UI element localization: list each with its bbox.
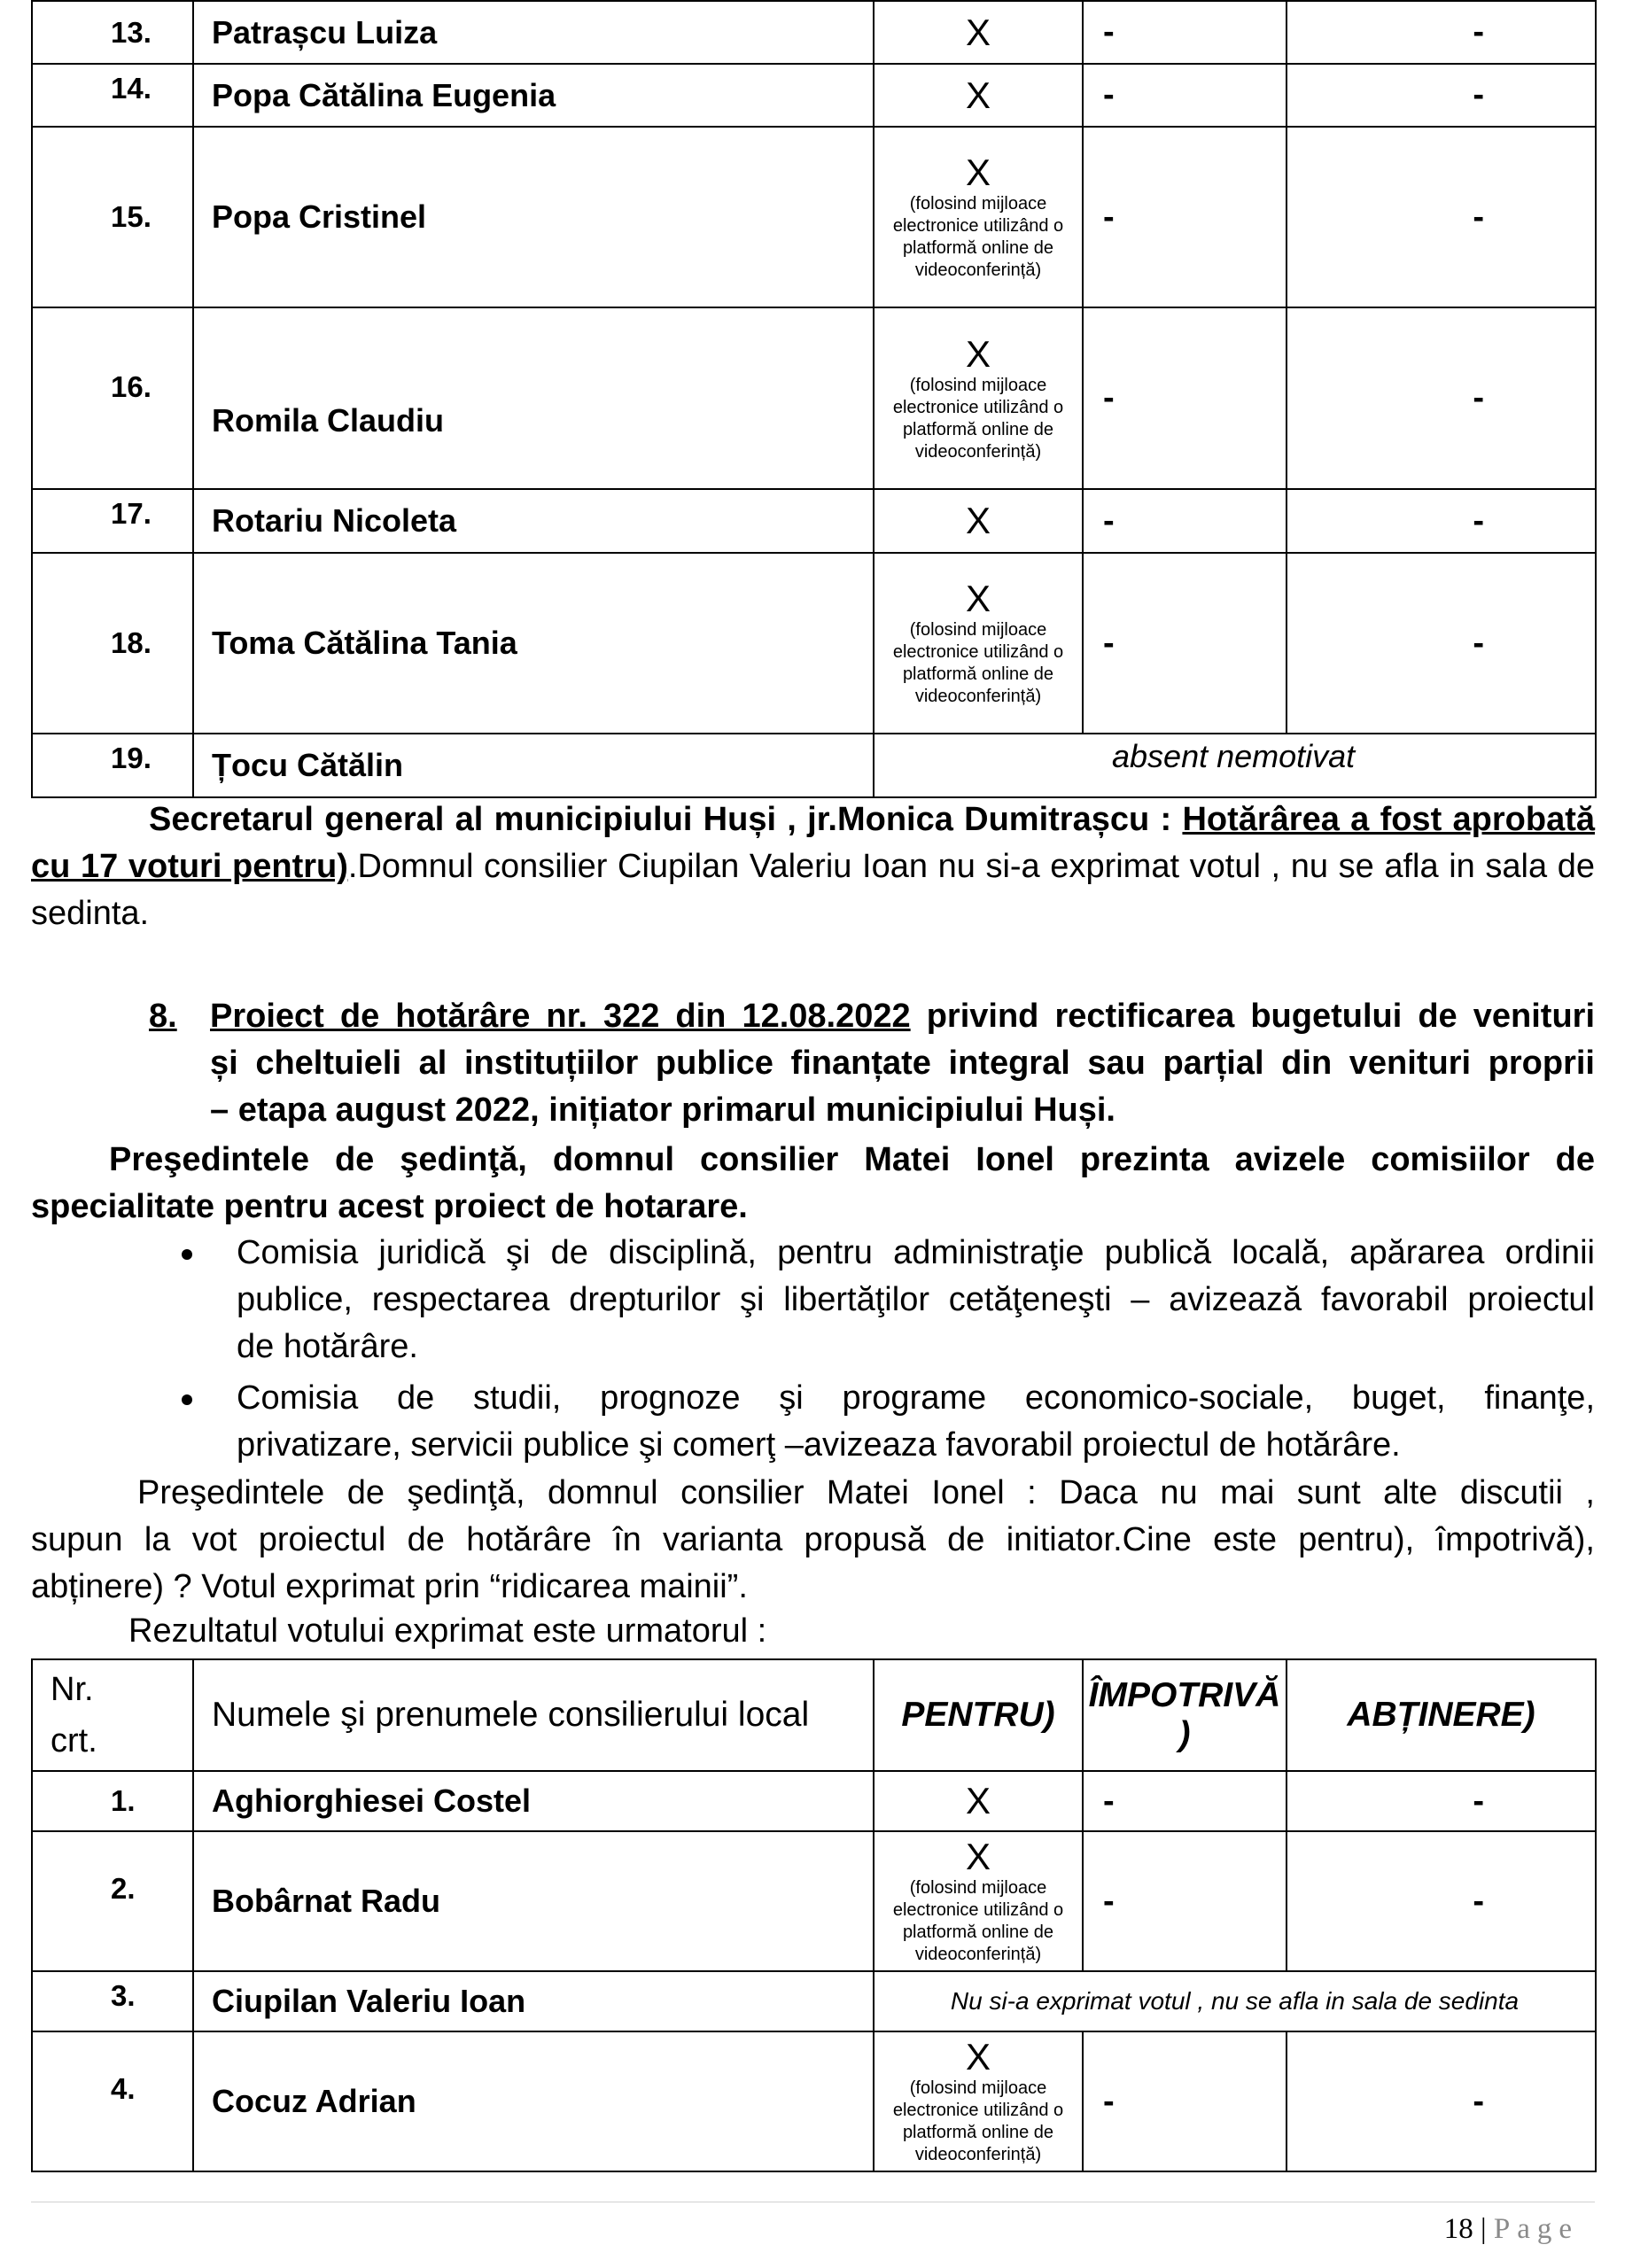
- vote-for-note: (folosind mijloace electronice utilizând o platformă online de videoconferință): [892, 2078, 1064, 2164]
- president-intro-line2: specialitate pentru acest proiect de hotarare.: [31, 1188, 748, 1225]
- table-row: [32, 127, 1596, 307]
- table-row: [32, 553, 1596, 734]
- vote-for-mark: X: [965, 11, 991, 53]
- row-number: 1.: [32, 1771, 193, 1831]
- table-row: [32, 1, 1596, 64]
- councillor-name: Aghiorghiesei Costel: [193, 1771, 874, 1831]
- vote-against-cell: -: [1083, 2031, 1287, 2171]
- vote-for-cell: [874, 1, 1083, 64]
- councillor-name: Ciupilan Valeriu Ioan: [193, 1971, 874, 2031]
- vote-table-continued: [31, 0, 1597, 798]
- header-nr-line2: crt.: [51, 1722, 97, 1759]
- secretary-lead: Secretarul general al municipiului Huși , jr.Monica Dumitrașcu :: [149, 801, 1172, 838]
- vote-for-mark: X: [965, 500, 991, 541]
- table-row: [32, 1831, 1596, 1971]
- vote-abstain-cell: -: [1287, 64, 1596, 127]
- absence-status: absent nemotivat: [874, 734, 1596, 797]
- footer-separator: |: [1480, 2213, 1487, 2245]
- president-intro: [31, 1137, 1595, 1231]
- vote-against-cell: -: [1083, 1, 1287, 64]
- vote-for-note: (folosind mijloace electronice utilizând o platformă online de videoconferință): [892, 375, 1064, 462]
- table-row: [32, 64, 1596, 127]
- page-footer: [1444, 2213, 1579, 2246]
- table-row: [32, 1771, 1596, 1831]
- commission-item-line: Comisia de studii, prognoze şi programe economico-sociale, buget, finanţe,: [237, 1379, 1595, 1417]
- secretary-rest: .Domnul consilier Ciupilan Valeriu Ioan nu si-a exprimat votul , nu se afla in sala de sedinta.: [31, 848, 1595, 932]
- vote-for-cell: [874, 307, 1083, 489]
- vote-for-mark: X: [965, 1780, 991, 1821]
- row-number: 14.: [32, 64, 193, 127]
- vote-abstain-cell: -: [1287, 2031, 1596, 2171]
- vote-abstain-cell: -: [1287, 127, 1596, 307]
- table-row: [32, 1971, 1596, 2031]
- bullet-icon: [182, 1394, 192, 1405]
- vote-for-cell: [874, 1831, 1083, 1971]
- vote-for-cell: [874, 489, 1083, 553]
- vote-for-cell: [874, 553, 1083, 734]
- header-against: ÎMPOTRIVĂ ): [1083, 1659, 1287, 1771]
- vote-for-note: (folosind mijloace electronice utilizând o platformă online de videoconferință): [892, 194, 1064, 280]
- row-number: 16.: [32, 307, 193, 489]
- vote-against-cell: -: [1083, 1831, 1287, 1971]
- vote-against-cell: -: [1083, 553, 1287, 734]
- vote-against-cell: -: [1083, 127, 1287, 307]
- vote-for-cell: [874, 127, 1083, 307]
- project-title-line3: – etapa august 2022, inițiator primarul municipiului Huși.: [210, 1091, 1116, 1129]
- councillor-name: Rotariu Nicoleta: [193, 489, 874, 553]
- table-header-row: [32, 1659, 1596, 1771]
- vote-for-mark: X: [965, 332, 991, 375]
- vote-table: [31, 1658, 1597, 2172]
- vote-abstain-cell: -: [1287, 1, 1596, 64]
- councillor-name: Romila Claudiu: [193, 307, 874, 489]
- agenda-item-number: 8.: [149, 998, 177, 1035]
- row-number: 2.: [32, 1831, 193, 1971]
- vote-for-mark: X: [965, 578, 991, 619]
- councillor-name: Țocu Cătălin: [193, 734, 874, 797]
- vote-for-note: (folosind mijloace electronice utilizând o platformă online de videoconferință): [892, 1878, 1064, 1964]
- header-for: PENTRU): [874, 1659, 1083, 1771]
- vote-call: [31, 1470, 1595, 1611]
- secretary-statement: [31, 796, 1595, 937]
- vote-for-note: (folosind mijloace electronice utilizând o platformă online de videoconferință): [892, 620, 1064, 706]
- vote-against-cell: -: [1083, 489, 1287, 553]
- councillor-name: Cocuz Adrian: [193, 2031, 874, 2171]
- vote-abstain-cell: -: [1287, 553, 1596, 734]
- header-nr: [32, 1659, 193, 1771]
- page-label: Page: [1493, 2213, 1579, 2245]
- commission-item-line: Comisia juridică şi de disciplină, pentru administraţie publică locală, apărarea ordinii: [237, 1234, 1595, 1271]
- vote-for-mark: X: [965, 2036, 991, 2078]
- councillor-name: Popa Cristinel: [193, 127, 874, 307]
- table-row: [32, 489, 1596, 553]
- bullet-icon: [182, 1249, 192, 1260]
- row-number: 4.: [32, 2031, 193, 2171]
- table-row: [32, 307, 1596, 489]
- vote-for-mark: X: [965, 151, 991, 193]
- vote-against-cell: -: [1083, 307, 1287, 489]
- table-row: [32, 734, 1596, 797]
- agenda-item-8: [31, 993, 1595, 1134]
- row-number: 3.: [32, 1971, 193, 2031]
- row-number: 15.: [32, 127, 193, 307]
- president-intro-line1: Preşedintele de şedinţă, domnul consilier Matei Ionel prezinta avizele comisiilor de: [109, 1141, 1595, 1178]
- row-number: 17.: [32, 489, 193, 553]
- vote-for-cell: [874, 64, 1083, 127]
- commission-item: [237, 1230, 1595, 1371]
- vote-abstain-cell: -: [1287, 489, 1596, 553]
- vote-for-mark: X: [965, 74, 991, 116]
- header-abstain: ABȚINERE): [1287, 1659, 1596, 1771]
- councillor-name: Popa Cătălina Eugenia: [193, 64, 874, 127]
- approval-result: Hotărârea a fost aprobată cu 17 voturi pentru): [31, 801, 1595, 885]
- vote-abstain-cell: -: [1287, 307, 1596, 489]
- vote-abstain-cell: -: [1287, 1831, 1596, 1971]
- councillor-name: Bobârnat Radu: [193, 1831, 874, 1971]
- table-row: [32, 2031, 1596, 2171]
- vote-against-cell: -: [1083, 64, 1287, 127]
- commission-item-line: de hotărâre.: [237, 1328, 418, 1365]
- result-intro: Rezultatul votului exprimat este urmatorul :: [128, 1612, 767, 1650]
- row-number: 13.: [32, 1, 193, 64]
- commission-item-line: privatizare, servicii publice şi comerţ –avizeaza favorabil proiectul de hotărâre.: [237, 1426, 1401, 1464]
- commission-item: [237, 1375, 1595, 1469]
- vote-for-cell: [874, 2031, 1083, 2171]
- vote-for-cell: [874, 1771, 1083, 1831]
- vote-for-mark: X: [965, 1836, 991, 1877]
- header-nr-line1: Nr.: [51, 1671, 94, 1708]
- commission-item-line: publice, respectarea drepturilor şi libertăţilor cetăţeneşti – avizează favorabil proiectul: [237, 1281, 1595, 1318]
- project-title-line2: și cheltuieli al instituțiilor publice finanțate integral sau parțial din venituri proprii: [210, 1045, 1595, 1082]
- project-title-line1: privind rectificarea bugetului de venituri: [926, 998, 1596, 1035]
- councillor-name: Toma Cătălina Tania: [193, 553, 874, 734]
- vote-call-line2: supun la vot proiectul de hotărâre în varianta propusă de initiator.Cine este pentru), împotrivă),: [31, 1521, 1595, 1558]
- vote-abstain-cell: -: [1287, 1771, 1596, 1831]
- page-number: 18: [1443, 2213, 1473, 2245]
- councillor-name: Patrașcu Luiza: [193, 1, 874, 64]
- row-number: 19.: [32, 734, 193, 797]
- header-name: Numele şi prenumele consilierului local: [193, 1659, 874, 1771]
- project-reference: Proiect de hotărâre nr. 322 din 12.08.2022: [210, 998, 911, 1035]
- vote-call-line1: Preşedintele de şedinţă, domnul consilier Matei Ionel : Daca nu mai sunt alte discutii ,: [137, 1474, 1595, 1511]
- row-number: 18.: [32, 553, 193, 734]
- vote-against-cell: -: [1083, 1771, 1287, 1831]
- no-vote-status: Nu si-a exprimat votul , nu se afla in sala de sedinta: [874, 1971, 1596, 2031]
- vote-call-line3: abținere) ? Votul exprimat prin “ridicarea mainii”.: [31, 1568, 748, 1605]
